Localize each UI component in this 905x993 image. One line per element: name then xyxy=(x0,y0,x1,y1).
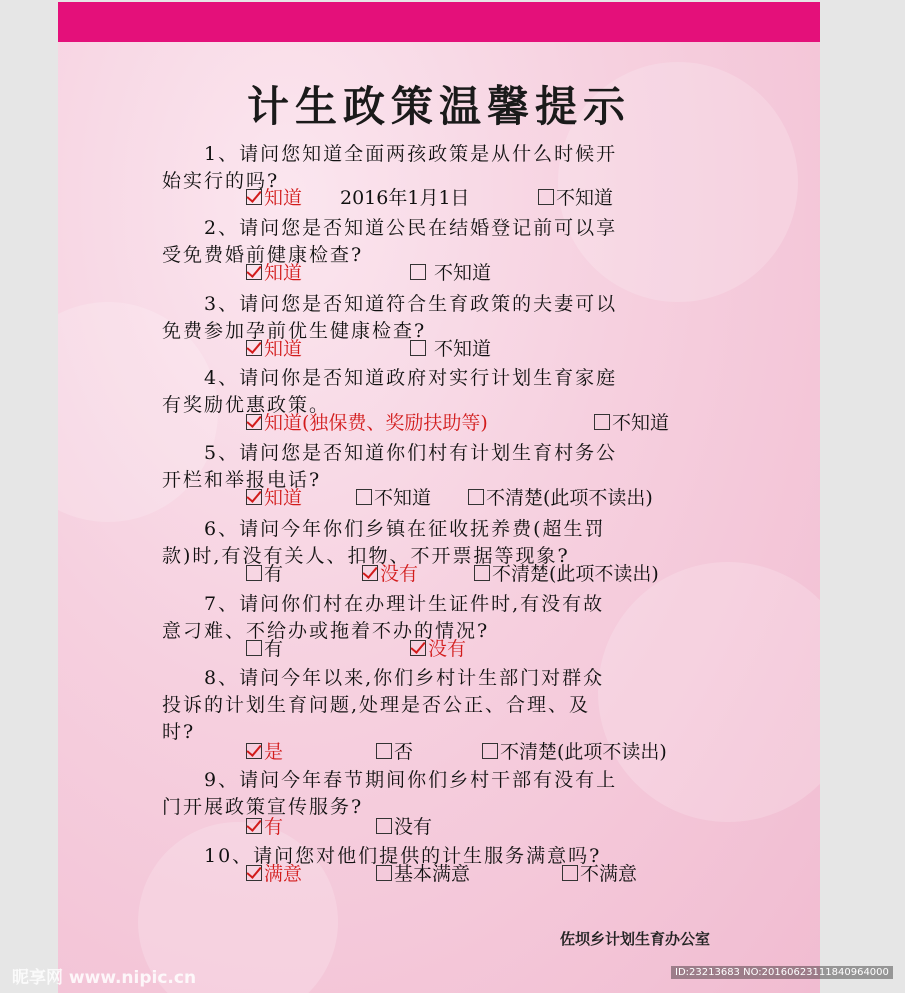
checked-checkbox-icon[interactable] xyxy=(246,264,262,280)
option-label: 不知道 xyxy=(374,487,432,509)
checkbox-icon[interactable] xyxy=(376,743,392,759)
question-5-option[interactable] xyxy=(468,486,653,510)
question-1-option[interactable] xyxy=(246,186,302,210)
checked-checkbox-icon[interactable] xyxy=(246,340,262,356)
question-8-text: 投诉的计划生育问题,处理是否公正、合理、及 xyxy=(162,694,591,716)
checkbox-icon[interactable] xyxy=(376,865,392,881)
question-8-text: 时? xyxy=(162,721,196,743)
option-label: 是 xyxy=(264,741,284,763)
question-7-text: 7、请问你们村在办理计生证件时,有没有故 xyxy=(204,593,605,615)
option-label: 有 xyxy=(264,638,284,660)
question-8-option[interactable] xyxy=(482,740,667,764)
question-2-option[interactable] xyxy=(410,261,491,285)
question-10-option[interactable] xyxy=(562,862,637,886)
question-2-option[interactable] xyxy=(246,261,302,285)
option-label: 知道 xyxy=(264,262,303,284)
question-8-option[interactable] xyxy=(376,740,413,764)
checkbox-icon[interactable] xyxy=(474,565,490,581)
question-10-text: 10、请问您对他们提供的计生服务满意吗? xyxy=(204,845,602,867)
checkbox-icon[interactable] xyxy=(594,414,610,430)
question-5-option[interactable] xyxy=(246,486,302,510)
option-label: 知道 xyxy=(264,487,303,509)
question-8-option[interactable] xyxy=(246,740,283,764)
question-6-text: 款)时,有没有关人、扣物、不开票据等现象? xyxy=(162,545,570,567)
option-label: 不清楚(此项不读出) xyxy=(500,741,667,763)
question-6-option[interactable] xyxy=(362,562,418,586)
option-label: 基本满意 xyxy=(394,863,471,885)
question-3-option[interactable] xyxy=(410,337,491,361)
option-label: 知道(独保费、奖励扶助等) xyxy=(264,412,488,434)
question-1-answer-date xyxy=(340,186,470,210)
option-label: 不满意 xyxy=(580,863,638,885)
question-4-text: 有奖励优惠政策。 xyxy=(162,394,331,416)
option-label: 有 xyxy=(264,563,284,585)
checkbox-icon[interactable] xyxy=(538,189,554,205)
issuer-office: 佐坝乡计划生育办公室 xyxy=(560,930,711,948)
option-label: 有 xyxy=(264,816,284,838)
question-6-option[interactable] xyxy=(246,562,283,586)
question-4-option[interactable] xyxy=(594,411,669,435)
checked-checkbox-icon[interactable] xyxy=(362,565,378,581)
watermark-site: 昵享网 www.nipic.cn xyxy=(12,968,197,988)
checkbox-icon[interactable] xyxy=(356,489,372,505)
question-4-text: 4、请问你是否知道政府对实行计划生育家庭 xyxy=(204,367,618,389)
question-7-option[interactable] xyxy=(410,637,466,661)
watermark-id: ID:23213683 NO:20160623111840964000 xyxy=(671,966,893,979)
question-9-option[interactable] xyxy=(376,815,432,839)
checked-checkbox-icon[interactable] xyxy=(246,743,262,759)
option-label: 2016年1月1日 xyxy=(340,187,470,209)
option-label: 否 xyxy=(394,741,414,763)
option-label: 知道 xyxy=(264,338,303,360)
question-1-text: 始实行的吗? xyxy=(162,170,280,192)
checkbox-icon[interactable] xyxy=(562,865,578,881)
checkbox-icon[interactable] xyxy=(376,818,392,834)
option-label: 不清楚(此项不读出) xyxy=(486,487,653,509)
checked-checkbox-icon[interactable] xyxy=(246,189,262,205)
question-5-option[interactable] xyxy=(356,486,431,510)
checkbox-icon[interactable] xyxy=(246,565,262,581)
checkbox-icon[interactable] xyxy=(410,264,426,280)
question-2-text: 受免费婚前健康检查? xyxy=(162,244,364,266)
option-label: 不知道 xyxy=(428,262,492,284)
option-label: 知道 xyxy=(264,187,303,209)
question-7-text: 意刁难、不给办或拖着不办的情况? xyxy=(162,620,490,642)
question-3-text: 3、请问您是否知道符合生育政策的夫妻可以 xyxy=(204,293,618,315)
checked-checkbox-icon[interactable] xyxy=(410,640,426,656)
question-1-option[interactable] xyxy=(538,186,613,210)
question-10-option[interactable] xyxy=(246,862,302,886)
checkbox-icon[interactable] xyxy=(482,743,498,759)
question-10-option[interactable] xyxy=(376,862,470,886)
question-7-option[interactable] xyxy=(246,637,283,661)
question-5-text: 开栏和举报电话? xyxy=(162,469,322,491)
option-label: 不清楚(此项不读出) xyxy=(492,563,659,585)
question-6-option[interactable] xyxy=(474,562,659,586)
checkbox-icon[interactable] xyxy=(410,340,426,356)
checkbox-icon[interactable] xyxy=(246,640,262,656)
option-label: 不知道 xyxy=(612,412,670,434)
page-title: 计生政策温馨提示 xyxy=(246,82,631,131)
question-9-text: 9、请问今年春节期间你们乡村干部有没有上 xyxy=(204,769,618,791)
question-4-option[interactable] xyxy=(246,411,488,435)
question-9-option[interactable] xyxy=(246,815,283,839)
top-pink-bar xyxy=(58,2,820,42)
question-6-text: 6、请问今年你们乡镇在征收抚养费(超生罚 xyxy=(204,518,606,540)
question-9-text: 门开展政策宣传服务? xyxy=(162,796,364,818)
option-label: 不知道 xyxy=(556,187,614,209)
option-label: 满意 xyxy=(264,863,303,885)
option-label: 没有 xyxy=(380,563,419,585)
checked-checkbox-icon[interactable] xyxy=(246,489,262,505)
option-label: 没有 xyxy=(394,816,433,838)
checkbox-icon[interactable] xyxy=(468,489,484,505)
checked-checkbox-icon[interactable] xyxy=(246,818,262,834)
question-3-option[interactable] xyxy=(246,337,302,361)
question-2-text: 2、请问您是否知道公民在结婚登记前可以享 xyxy=(204,217,618,239)
checked-checkbox-icon[interactable] xyxy=(246,865,262,881)
question-3-text: 免费参加孕前优生健康检查? xyxy=(162,320,427,342)
option-label: 没有 xyxy=(428,638,467,660)
question-5-text: 5、请问您是否知道你们村有计划生育村务公 xyxy=(204,442,618,464)
checked-checkbox-icon[interactable] xyxy=(246,414,262,430)
question-8-text: 8、请问今年以来,你们乡村计生部门对群众 xyxy=(204,667,605,689)
question-1-text: 1、请问您知道全面两孩政策是从什么时候开 xyxy=(204,143,618,165)
option-label: 不知道 xyxy=(428,338,492,360)
